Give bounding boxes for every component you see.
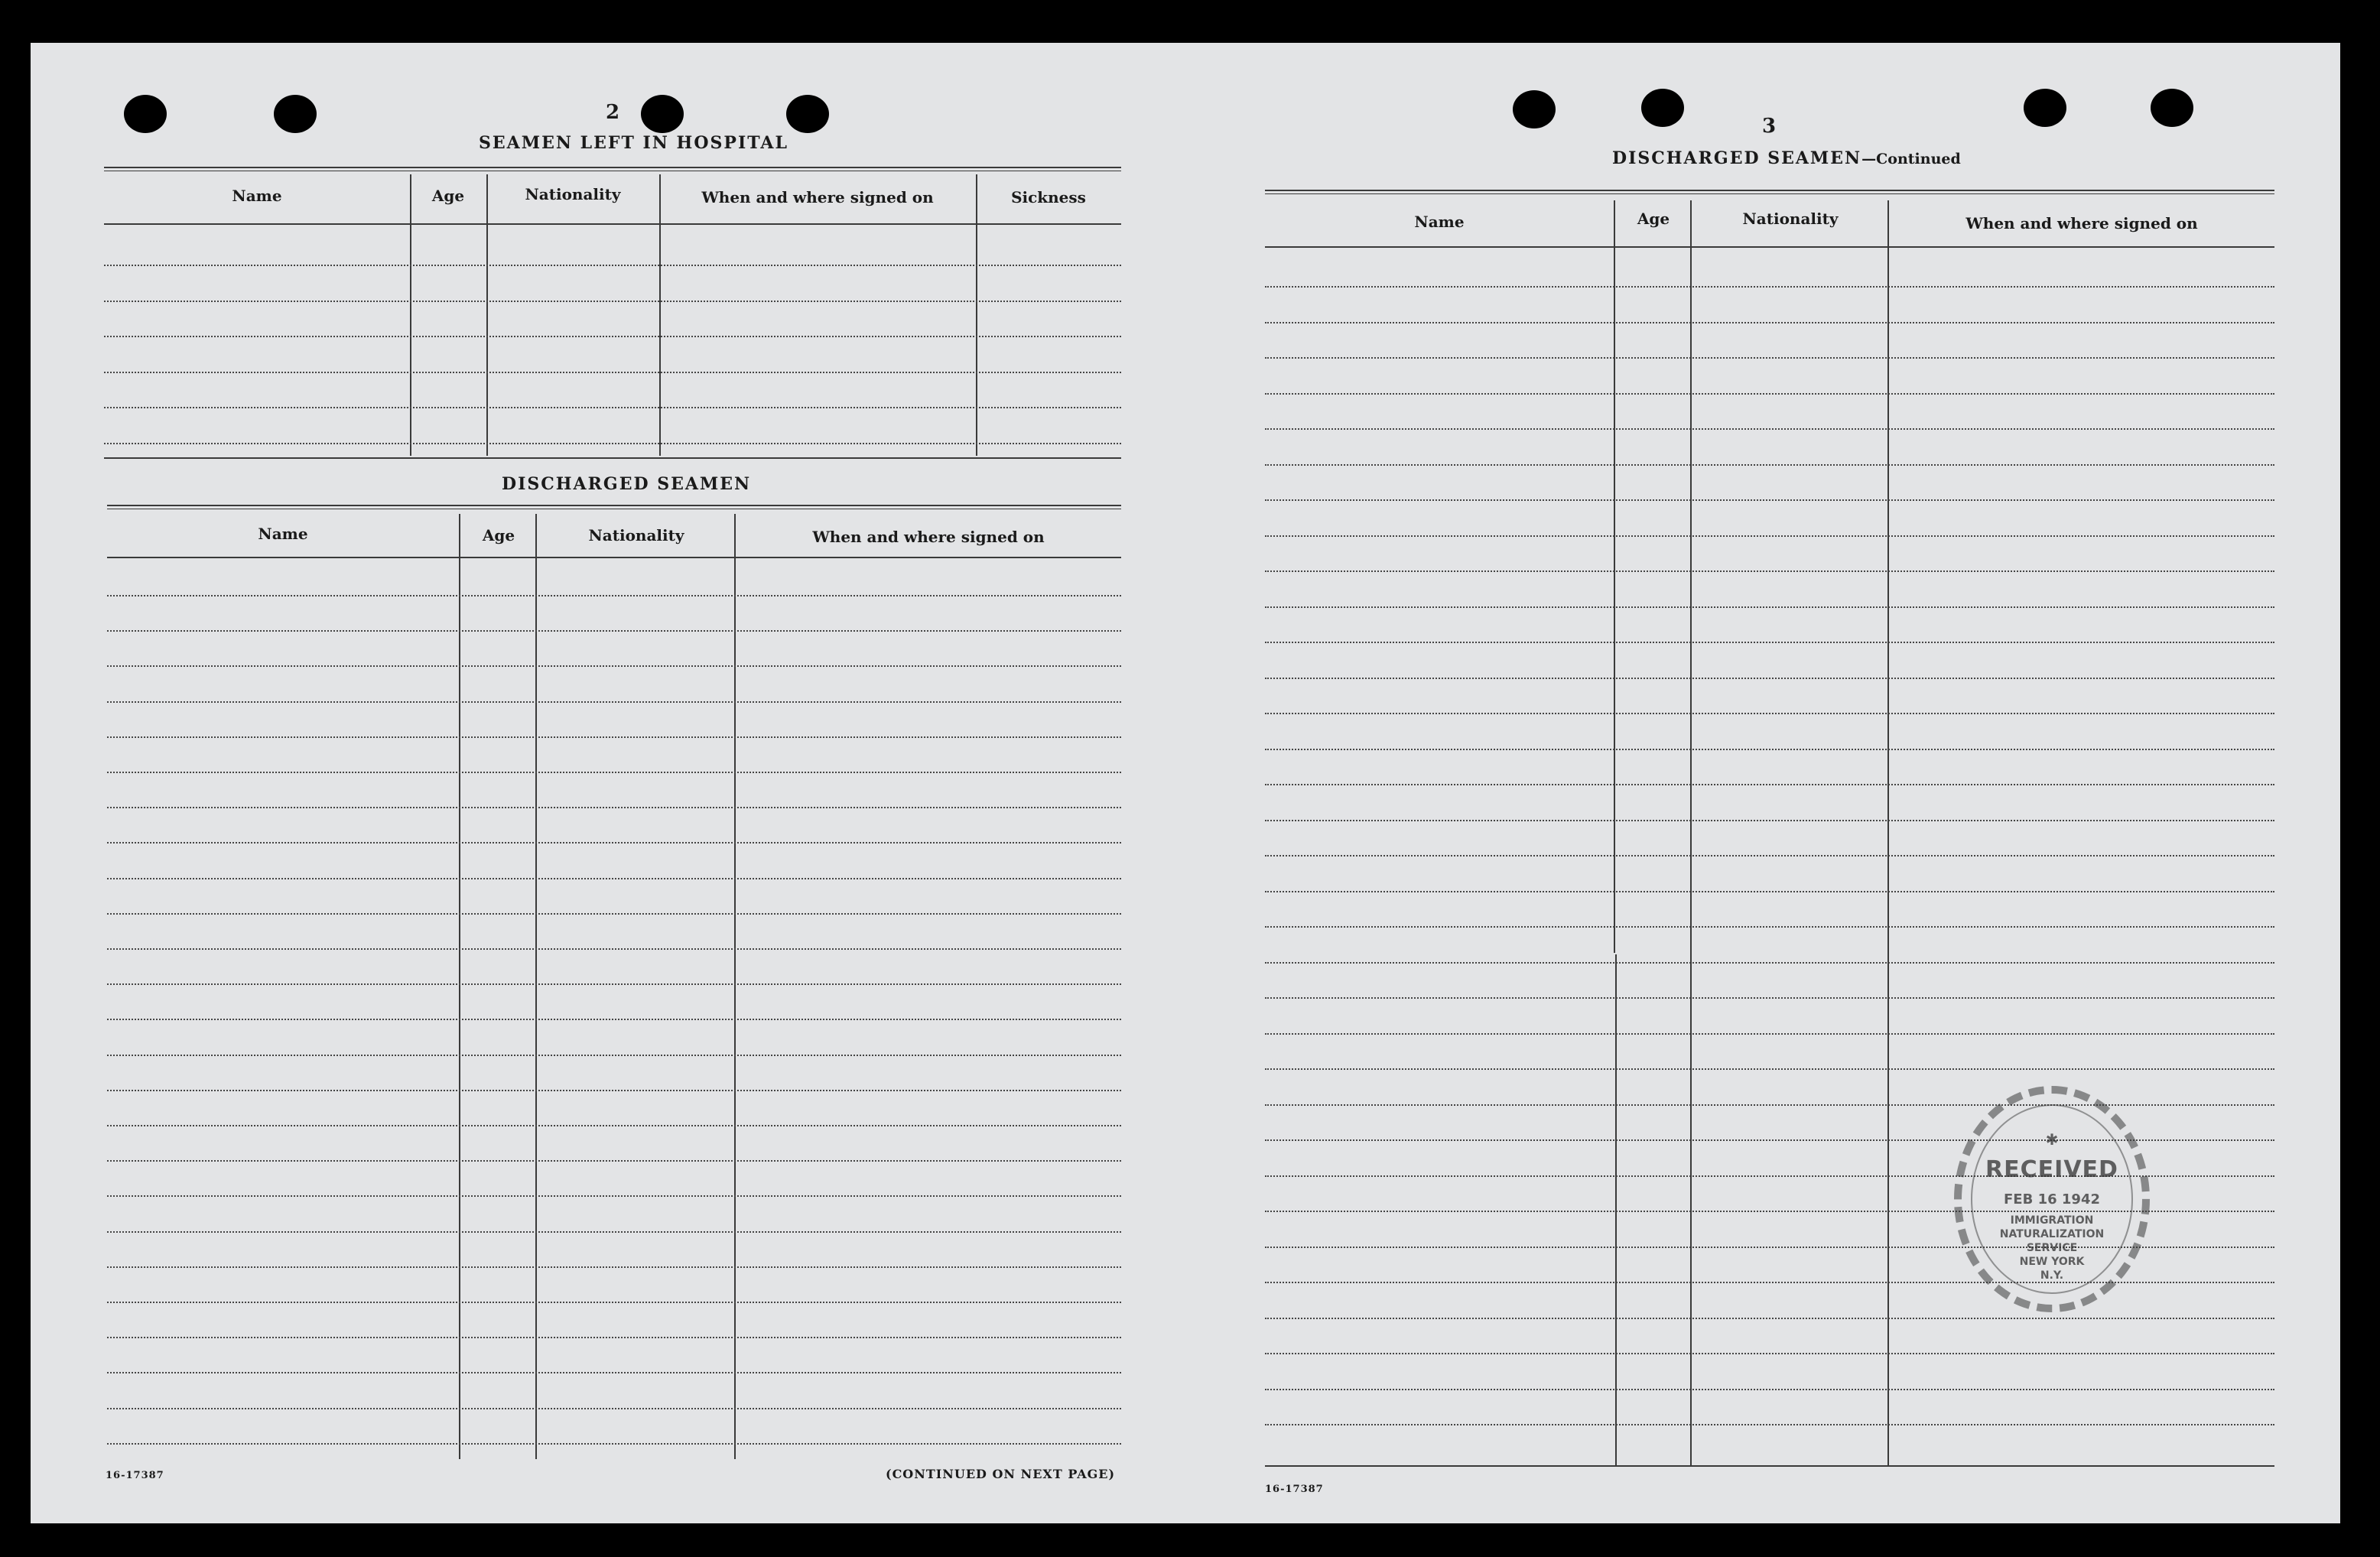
discharged-col-divider <box>734 514 736 1459</box>
continued-row-rule <box>1265 357 2274 359</box>
continued-row-rule <box>1265 535 2274 537</box>
discharged-row-rule <box>107 1195 1121 1197</box>
hospital-col-divider <box>659 174 661 456</box>
form-number-left: 16-17387 <box>106 1470 164 1481</box>
punch-hole <box>1641 89 1684 127</box>
discharged-row-rule <box>107 1337 1121 1338</box>
stamp-line: NEW YORK <box>2019 1256 2085 1268</box>
continued-row-rule <box>1265 713 2274 714</box>
continued-col-divider <box>1614 200 1615 953</box>
continued-header-age: Age <box>1637 210 1670 228</box>
continued-row-rule <box>1265 570 2274 572</box>
discharged-row-rule <box>107 1125 1121 1126</box>
received-stamp <box>1954 1086 2153 1315</box>
hospital-row-rule <box>104 443 1121 444</box>
continued-row-rule <box>1265 1318 2274 1319</box>
discharged-row-rule <box>107 1019 1121 1020</box>
discharged-row-rule <box>107 665 1121 667</box>
continued-row-rule <box>1265 642 2274 643</box>
stamp-word: RECEIVED <box>1985 1156 2118 1183</box>
discharged-row-rule <box>107 630 1121 632</box>
continued-row-rule <box>1265 1033 2274 1035</box>
continued-row-rule <box>1265 784 2274 785</box>
stamp-line: SERVICE <box>2026 1242 2078 1254</box>
continued-table-top-border <box>1265 190 2274 194</box>
stamp-line: NATURALIZATION <box>1999 1228 2105 1240</box>
discharged-row-rule <box>107 736 1121 738</box>
continued-row-rule <box>1265 286 2274 288</box>
discharged-row-rule <box>107 595 1121 596</box>
continued-row-rule <box>1265 962 2274 964</box>
continued-row-rule <box>1265 1353 2274 1354</box>
discharged-table-top-border <box>107 505 1121 509</box>
hospital-section-title: SEAMEN LEFT IN HOSPITAL <box>479 133 788 153</box>
hospital-row-rule <box>104 407 1121 408</box>
continued-row-rule <box>1265 1389 2274 1390</box>
continued-header-signed-on: When and where signed on <box>1965 214 2198 232</box>
discharged-row-rule <box>107 1231 1121 1233</box>
discharged-col-divider <box>459 514 460 1459</box>
discharged-row-rule <box>107 1443 1121 1445</box>
hospital-header-nationality: Nationality <box>525 185 621 203</box>
discharged-row-rule <box>107 983 1121 985</box>
hospital-row-rule <box>104 301 1121 302</box>
hospital-header-sickness: Sickness <box>1011 188 1086 206</box>
punch-hole <box>786 95 829 133</box>
hospital-table-top-border <box>104 167 1121 171</box>
stamp-line: N.Y. <box>2040 1269 2064 1282</box>
discharged-header-age: Age <box>482 526 515 544</box>
hospital-col-divider <box>410 174 411 456</box>
discharged-section-title: DISCHARGED SEAMEN <box>502 474 752 494</box>
discharged-header-signed-on: When and where signed on <box>812 528 1045 546</box>
continued-header-underline <box>1265 246 2274 248</box>
discharged-row-rule <box>107 878 1121 879</box>
hospital-row-rule <box>104 372 1121 373</box>
discharged-header-name: Name <box>258 525 308 543</box>
continued-section-title <box>1612 148 1961 168</box>
continued-row-rule <box>1265 322 2274 323</box>
punch-hole <box>2151 89 2193 127</box>
discharged-header-underline <box>107 557 1121 558</box>
discharged-col-divider <box>535 514 537 1459</box>
punch-hole <box>124 95 167 133</box>
hospital-header-name: Name <box>232 187 282 205</box>
continued-row-rule <box>1265 1424 2274 1425</box>
hospital-col-divider <box>486 174 488 456</box>
discharged-row-rule <box>107 701 1121 703</box>
discharged-row-rule <box>107 1408 1121 1409</box>
continued-header-name: Name <box>1414 213 1465 231</box>
punch-hole <box>641 95 684 133</box>
discharged-row-rule <box>107 1055 1121 1056</box>
discharged-row-rule <box>107 1266 1121 1268</box>
page-number-left: 2 <box>606 101 620 124</box>
continued-title-suffix: —Continued <box>1861 151 1961 167</box>
discharged-row-rule <box>107 842 1121 844</box>
discharged-row-rule <box>107 1090 1121 1091</box>
continued-row-rule <box>1265 1068 2274 1070</box>
punch-hole <box>274 95 317 133</box>
continued-row-rule <box>1265 820 2274 821</box>
discharged-row-rule <box>107 948 1121 950</box>
continued-row-rule <box>1265 926 2274 928</box>
continued-row-rule <box>1265 997 2274 999</box>
discharged-row-rule <box>107 772 1121 773</box>
continued-row-rule <box>1265 464 2274 466</box>
hospital-table-bottom-border <box>104 457 1121 459</box>
hospital-col-divider <box>976 174 977 456</box>
continued-table-bottom-border <box>1265 1465 2274 1467</box>
punch-hole <box>1513 90 1556 128</box>
discharged-header-nationality: Nationality <box>588 526 684 544</box>
discharged-row-rule <box>107 1372 1121 1373</box>
continued-row-rule <box>1265 428 2274 430</box>
stamp-date: FEB 16 1942 <box>2004 1191 2100 1208</box>
hospital-header-underline <box>104 223 1121 225</box>
discharged-row-rule <box>107 1302 1121 1303</box>
punch-hole <box>2024 89 2066 127</box>
continued-row-rule <box>1265 855 2274 857</box>
continued-row-rule <box>1265 749 2274 750</box>
hospital-header-age: Age <box>431 187 465 205</box>
continued-row-rule <box>1265 678 2274 679</box>
continued-col-divider <box>1887 200 1889 1465</box>
continued-note: (CONTINUED ON NEXT PAGE) <box>886 1467 1116 1481</box>
stamp-star-icon: ✱ <box>2045 1130 2059 1149</box>
continued-row-rule <box>1265 891 2274 892</box>
continued-row-rule <box>1265 393 2274 395</box>
page-number-right: 3 <box>1762 115 1777 138</box>
continued-row-rule <box>1265 499 2274 501</box>
hospital-header-signed-on: When and where signed on <box>701 188 934 206</box>
discharged-row-rule <box>107 913 1121 915</box>
continued-title-main: DISCHARGED SEAMEN <box>1612 148 1862 168</box>
form-number-right: 16-17387 <box>1265 1484 1324 1495</box>
continued-row-rule <box>1265 606 2274 608</box>
hospital-row-rule <box>104 265 1121 266</box>
discharged-row-rule <box>107 807 1121 808</box>
discharged-row-rule <box>107 1160 1121 1162</box>
stamp-line: IMMIGRATION <box>2010 1214 2094 1227</box>
continued-header-nationality: Nationality <box>1742 210 1839 228</box>
hospital-row-rule <box>104 336 1121 337</box>
continued-col-divider <box>1690 200 1692 1465</box>
